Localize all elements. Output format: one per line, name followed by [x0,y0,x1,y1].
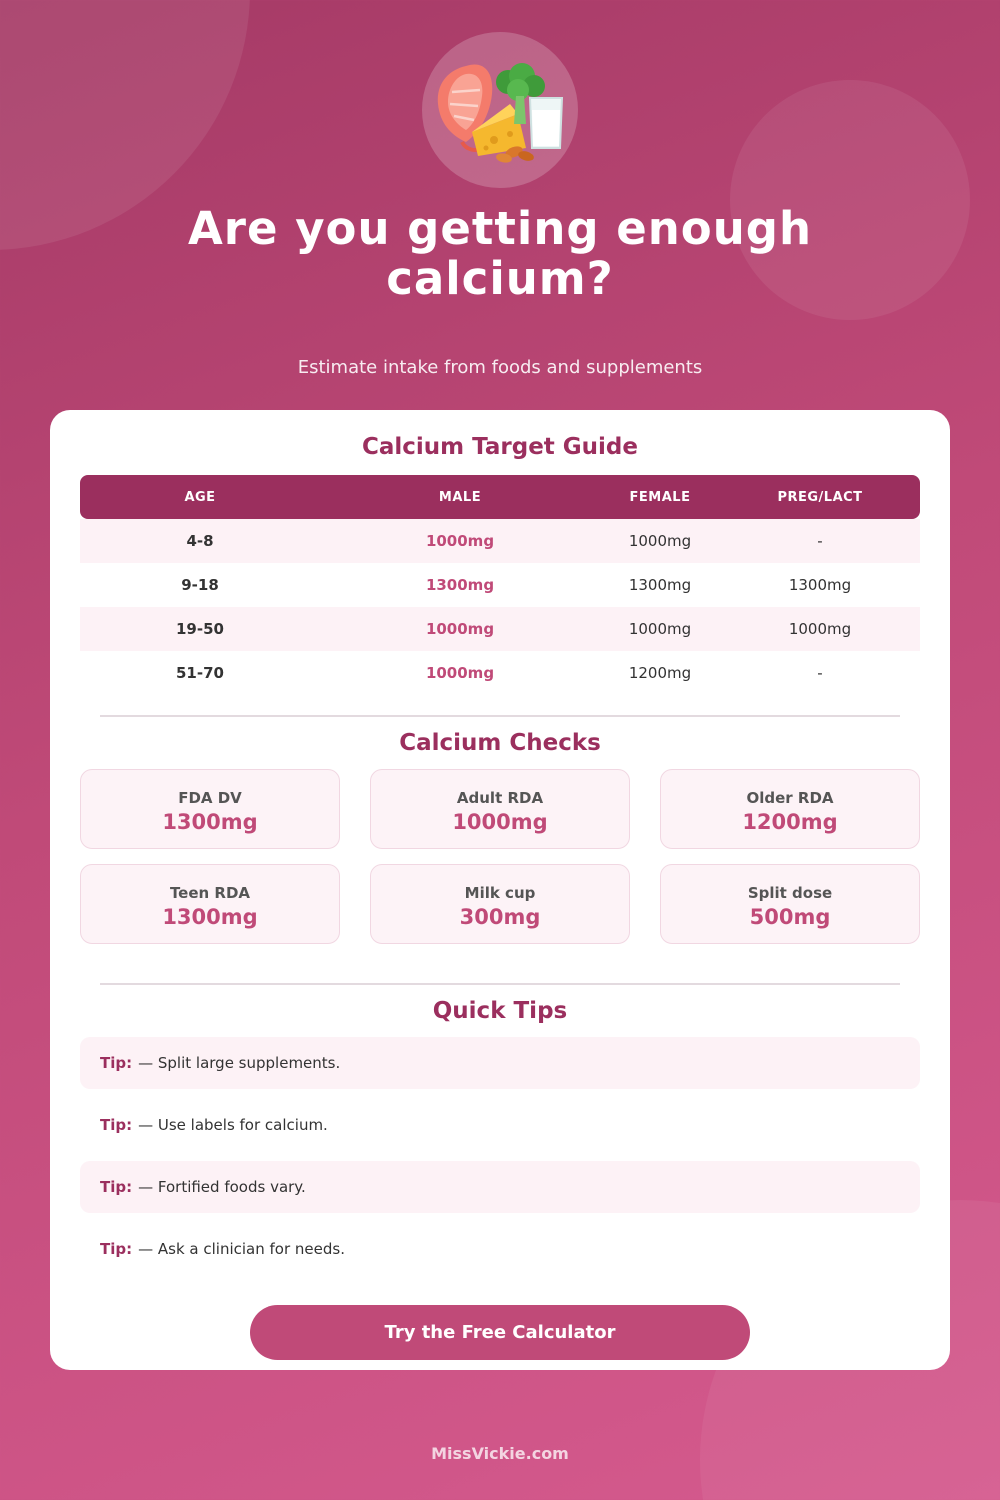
age-cell: 9-18 [181,576,219,594]
try-calculator-button[interactable]: Try the Free Calculator [250,1305,750,1360]
tip-item [80,1099,920,1151]
header-age: AGE [184,489,216,505]
check-label: Milk cup [464,884,536,902]
check-value: 300mg [459,905,541,929]
tips-title: Quick Tips [432,998,568,1024]
female-cell: 1000mg [628,532,692,550]
table-row [80,563,920,607]
check-label: Split dose [747,884,833,902]
header-preg-lact: PREG/LACT [777,489,863,505]
tip-label: Tip: [100,1240,133,1258]
tip-text: — Fortified foods vary. [138,1178,306,1196]
age-cell: 4-8 [186,532,214,550]
milk-glass-icon [530,98,562,148]
check-label: Teen RDA [169,884,251,902]
check-card [80,769,340,849]
tip-label: Tip: [100,1178,133,1196]
check-card [660,769,920,849]
table-row [80,519,920,563]
male-cell: 1300mg [425,576,495,594]
check-value: 1000mg [452,810,548,834]
table-row [80,607,920,651]
female-cell: 1000mg [628,620,692,638]
tip-item [80,1037,920,1089]
target-guide-table [80,475,920,695]
check-value: 1300mg [162,905,258,929]
age-cell: 51-70 [176,664,224,682]
preg-lact-cell: - [817,664,823,682]
tip-text: — Use labels for calcium. [138,1116,328,1134]
footer-brand[interactable]: MissVickie.com [431,1444,569,1463]
female-cell: 1300mg [628,576,692,594]
section-divider [100,715,900,717]
check-card [370,769,630,849]
page-title: Are you getting enough calcium? [187,202,812,305]
checks-title: Calcium Checks [399,730,601,756]
preg-lact-cell: - [817,532,823,550]
tip-item [80,1161,920,1213]
check-label: FDA DV [178,789,242,807]
male-cell: 1000mg [425,664,495,682]
check-value: 1300mg [162,810,258,834]
header-female: FEMALE [629,489,691,505]
age-cell: 19-50 [176,620,224,638]
table-row [80,651,920,695]
check-card [80,864,340,944]
male-cell: 1000mg [425,620,495,638]
preg-lact-cell: 1000mg [788,620,852,638]
check-card [660,864,920,944]
tip-item [80,1223,920,1275]
target-guide-title: Calcium Target Guide [362,434,638,460]
page-subtitle: Estimate intake from foods and supplements [297,357,703,378]
section-divider [100,983,900,985]
male-cell: 1000mg [425,532,495,550]
preg-lact-cell: 1300mg [788,576,852,594]
tip-text: — Split large supplements. [138,1054,341,1072]
check-label: Adult RDA [456,789,544,807]
check-label: Older RDA [746,789,834,807]
female-cell: 1200mg [628,664,692,682]
tip-label: Tip: [100,1116,133,1134]
calcium-foods-icon [422,32,578,188]
tip-text: — Ask a clinician for needs. [138,1240,345,1258]
check-value: 1200mg [742,810,838,834]
header-male: MALE [438,489,482,505]
content-card [50,410,950,1370]
check-value: 500mg [749,905,831,929]
tip-label: Tip: [100,1054,133,1072]
table-header [80,475,920,519]
check-card [370,864,630,944]
